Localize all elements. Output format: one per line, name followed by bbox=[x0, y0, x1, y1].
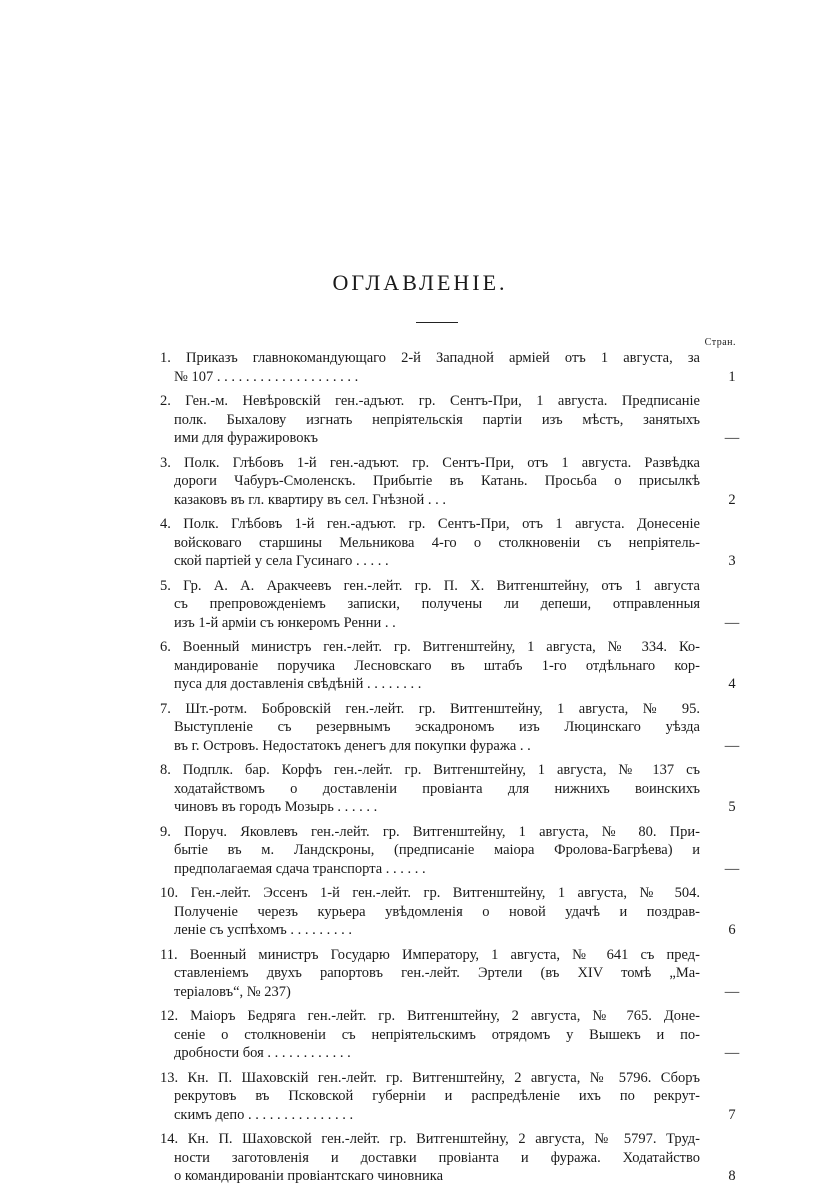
toc-entry-heading-line: 12. Маіоръ Бедряга ген.-лейт. гр. Витгенштейну, 2 августа, № 765. Доне- bbox=[160, 1008, 700, 1024]
toc-entry-page-number: — bbox=[724, 860, 740, 877]
toc-entry-heading-line: 11. Военный министръ Государю Императору, 1 августа, № 641 съ пред- bbox=[160, 946, 700, 963]
toc-entry-continuation-line: чиновъ въ городъ Мозырь . . . . . . bbox=[174, 799, 378, 815]
toc-entry[interactable] bbox=[152, 349, 752, 386]
toc-entry[interactable] bbox=[152, 577, 752, 633]
toc-entry-continuation-line: казаковъ въ гл. квартиру въ сел. Гнѣзной . . . bbox=[174, 491, 446, 508]
title-divider bbox=[416, 322, 458, 323]
toc-entry-page-number: — bbox=[724, 983, 740, 1000]
toc-entry-continuation-line: войсковаго старшины Мельникова 4-го о столкновеніи съ непріятель- bbox=[174, 534, 700, 551]
toc-entry-continuation-line: дороги Чабуръ-Смоленскъ. Прибытіе въ Катань. Просьба о присылкѣ bbox=[174, 473, 700, 489]
toc-entry[interactable] bbox=[152, 638, 752, 694]
toc-entry-heading-line: 13. Кн. П. Шаховскій ген.-лейт. гр. Витгенштейну, 2 августа, № 5796. Сборъ bbox=[160, 1069, 700, 1086]
toc-entry-page-number: — bbox=[724, 430, 740, 446]
page-column-header: Стран. bbox=[704, 337, 736, 348]
toc-entry-heading-line: 10. Ген.-лейт. Эссенъ 1-й ген.-лейт. гр. Витгенштейну, 1 августа, № 504. bbox=[160, 885, 700, 901]
toc-entry-page-number: 6 bbox=[728, 922, 736, 938]
toc-entry-continuation-line: изъ 1-й арміи съ юнкеромъ Ренни . . bbox=[174, 614, 396, 631]
toc-entry[interactable] bbox=[152, 515, 752, 571]
toc-entry-continuation-line: Выступленіе съ резервнымъ эскадрономъ изъ Люцинскаго уѣзда bbox=[174, 719, 700, 735]
toc-entry-heading-line: 2. Ген.-м. Невѣровскій ген.-адъют. гр. Сентъ-При, 1 августа. Предписаніе bbox=[160, 393, 700, 409]
toc-entry-page-number: — bbox=[724, 614, 740, 631]
toc-entry[interactable] bbox=[152, 761, 752, 817]
toc-entry-page-number: 4 bbox=[728, 676, 736, 692]
toc-entry[interactable] bbox=[152, 946, 752, 1002]
toc-entry[interactable] bbox=[152, 1069, 752, 1125]
toc-entry-heading-line: 5. Гр. А. А. Аракчеевъ ген.-лейт. гр. П. Х. Витгенштейну, отъ 1 августа bbox=[160, 577, 700, 594]
toc-entry-continuation-line: о командированіи провіантскаго чиновника bbox=[174, 1168, 444, 1184]
toc-entry-continuation-line: ности заготовленія и доставки провіанта и фуража. Ходатайство bbox=[174, 1149, 700, 1166]
toc-entry[interactable] bbox=[152, 700, 752, 756]
toc-entry-continuation-line: ставленіемъ двухъ рапортовъ ген.-лейт. Эртели (въ XIV томѣ „Ма- bbox=[174, 965, 700, 981]
toc-entry-continuation-line: ской партіей у села Гусинаго . . . . . bbox=[174, 553, 389, 569]
toc-entry-heading-line: 14. Кн. П. Шаховской ген.-лейт. гр. Витгенштейну, 2 августа, № 5797. Труд- bbox=[160, 1131, 700, 1147]
toc-entry-continuation-line: полк. Быхалову изгнать непріятельскія партіи изъ мѣстъ, занятыхъ bbox=[174, 411, 700, 428]
toc-entry-heading-line: 6. Военный министръ ген.-лейт. гр. Витгенштейну, 1 августа, № 334. Ко- bbox=[160, 639, 700, 655]
toc-entry-continuation-line: рекрутовъ въ Псковской губерніи и распредѣленіе ихъ по рекрут- bbox=[174, 1088, 700, 1104]
toc-entry-continuation-line: ходатайствомъ о доставленіи провіанта для нижнихъ воинскихъ bbox=[174, 780, 700, 797]
toc-entry-continuation-line: леніе съ успѣхомъ . . . . . . . . . bbox=[174, 922, 352, 938]
toc-entry-heading-line: 4. Полк. Глѣбовъ 1-й ген.-адъют. гр. Сентъ-При, отъ 1 августа. Донесеніе bbox=[160, 516, 700, 532]
toc-entry-continuation-line: теріаловъ“, № 237) bbox=[174, 983, 291, 1000]
toc-entry-continuation-line: скимъ депо . . . . . . . . . . . . . . . bbox=[174, 1106, 354, 1123]
toc-entry-continuation-line: дробности боя . . . . . . . . . . . . bbox=[174, 1045, 351, 1061]
toc-entry-heading-line: 8. Подплк. бар. Корфъ ген.-лейт. гр. Витгенштейну, 1 августа, № 137 съ bbox=[160, 762, 700, 778]
toc-entry-continuation-line: съ препровожденіемъ записки, получены ли депеши, отправленныя bbox=[174, 596, 700, 612]
toc-entry[interactable] bbox=[152, 884, 752, 940]
toc-entry-continuation-line: бытіе въ м. Ландскроны, (предписаніе маіора Фролова-Багрѣева) и bbox=[174, 842, 700, 858]
toc-entry-continuation-line: пуса для доставленія свѣдѣній . . . . . . . . bbox=[174, 676, 422, 692]
toc-entry[interactable] bbox=[152, 823, 752, 879]
toc-entry-page-number: — bbox=[724, 1045, 740, 1061]
toc-entry-page-number: 5 bbox=[728, 799, 736, 815]
page-title: ОГЛАВЛЕНІЕ. bbox=[332, 270, 508, 295]
toc-entry[interactable] bbox=[152, 392, 752, 448]
toc-entry-page-number: 7 bbox=[728, 1106, 736, 1123]
toc-entry-heading-line: 3. Полк. Глѣбовъ 1-й ген.-адъют. гр. Сентъ-При, отъ 1 августа. Развѣдка bbox=[160, 454, 700, 471]
toc-entry-heading-line: 7. Шт.-ротм. Бобровскій ген.-лейт. гр. Витгенштейну, 1 августа, № 95. bbox=[160, 700, 700, 717]
toc-entry-heading-line: 1. Приказъ главнокомандующаго 2-й Западной арміей отъ 1 августа, за bbox=[160, 350, 700, 366]
toc-entry-continuation-line: ими для фуражировокъ bbox=[174, 430, 319, 446]
toc-entry-continuation-line: № 107 . . . . . . . . . . . . . . . . . . . . bbox=[174, 368, 359, 385]
toc-entry-continuation-line: Полученіе черезъ курьера увѣдомленія о новой удачѣ и поздрав- bbox=[174, 903, 700, 920]
toc-entry[interactable] bbox=[152, 454, 752, 510]
toc-entry-continuation-line: предполагаемая сдача транспорта . . . . . . bbox=[174, 860, 426, 877]
table-of-contents bbox=[152, 349, 752, 1192]
toc-entry-page-number: 3 bbox=[728, 553, 736, 569]
toc-entry-heading-line: 9. Поруч. Яковлевъ ген.-лейт. гр. Витгенштейну, 1 августа, № 80. При- bbox=[160, 823, 700, 840]
toc-entry[interactable] bbox=[152, 1130, 752, 1186]
toc-entry-page-number: 8 bbox=[728, 1168, 736, 1184]
toc-entry-page-number: 1 bbox=[728, 368, 736, 385]
toc-entry-continuation-line: сеніе о столкновеніи съ непріятельскимъ отрядомъ у Вышекъ и по- bbox=[174, 1026, 700, 1043]
toc-entry-continuation-line: въ г. Островъ. Недостатокъ денегъ для покупки фуража . . bbox=[174, 737, 531, 754]
toc-entry[interactable] bbox=[152, 1007, 752, 1063]
toc-entry-page-number: 2 bbox=[728, 491, 736, 508]
toc-entry-page-number: — bbox=[724, 737, 740, 754]
toc-entry-continuation-line: мандированіе поручика Лесновскаго въ штабъ 1-го отдѣльнаго кор- bbox=[174, 657, 700, 674]
